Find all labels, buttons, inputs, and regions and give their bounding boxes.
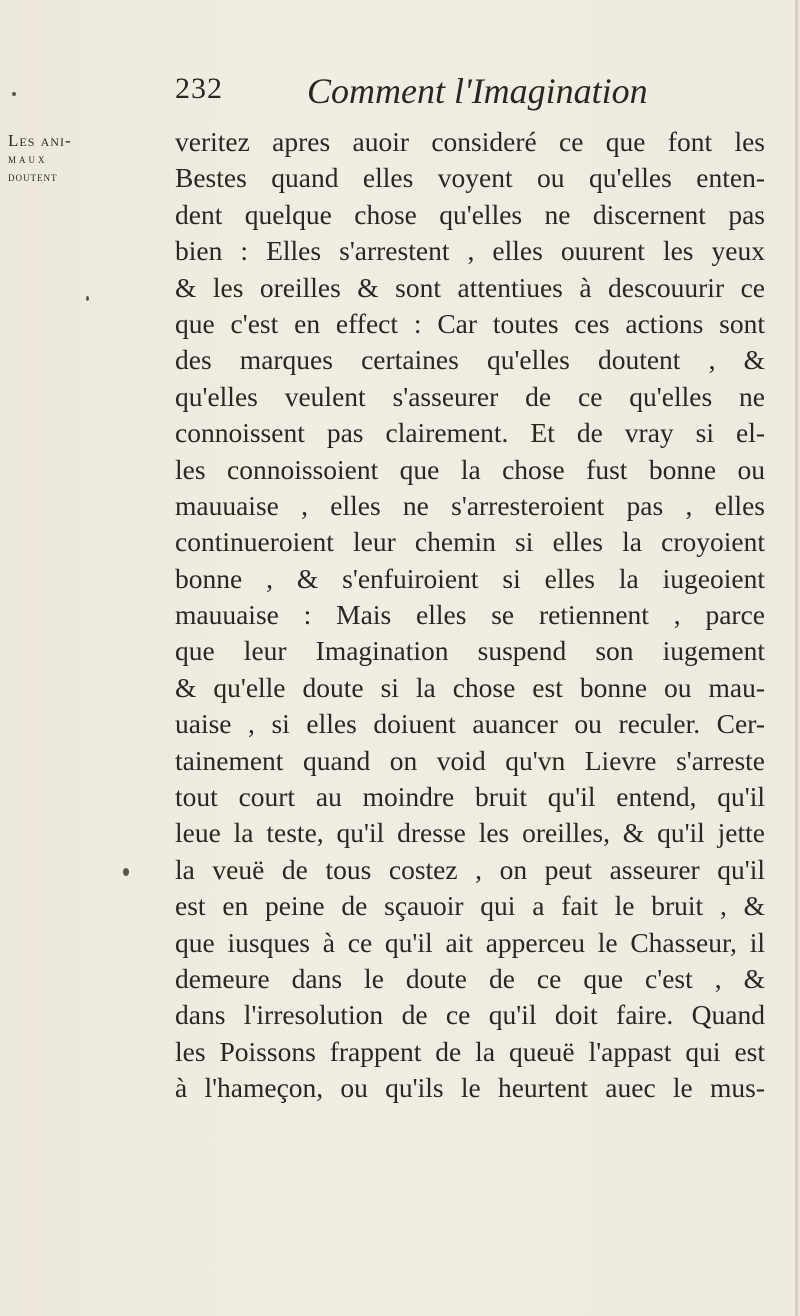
text-line: des marques certaines qu'elles doutent , & [175, 344, 765, 376]
text-line: Bestes quand elles voyent ou qu'elles enten- [175, 162, 765, 194]
text-line: à l'hameçon, ou qu'ils le heurtent auec le mus- [175, 1072, 765, 1104]
text-line: dent quelque chose qu'elles ne discernent pas [175, 198, 765, 230]
page-edge [795, 0, 798, 1316]
text-line: que iusques à ce qu'il ait apperceu le Chasseur, il [175, 926, 765, 958]
text-line: que leur Imagination suspend son iugement [175, 635, 765, 667]
ink-speck [86, 296, 89, 301]
text-line: tout court au moindre bruit qu'il entend, qu'il [175, 781, 765, 813]
text-line: les Poissons frappent de la queuë l'appast qui est [175, 1035, 765, 1067]
page-header [175, 72, 735, 116]
marginal-note-line: maux [8, 151, 48, 166]
page-number: 232 [175, 72, 223, 105]
text-line: les connoissoient que la chose fust bonne ou [175, 453, 765, 485]
running-head: Comment l'Imagination [307, 71, 648, 111]
text-line: qu'elles veulent s'asseurer de ce qu'elles ne [175, 380, 765, 412]
text-line: & qu'elle doute si la chose est bonne ou mau- [175, 671, 765, 703]
marginal-note-line: Les ani- [8, 131, 72, 150]
text-line: mauuaise : Mais elles se retiennent , parce [175, 599, 765, 631]
body-text [175, 124, 765, 1107]
text-line: uaise , si elles doiuent auancer ou reculer. Cer- [175, 708, 765, 740]
text-line: continueroient leur chemin si elles la croyoient [175, 526, 765, 558]
text-line: la veuë de tous costez , on peut asseurer qu'il [175, 853, 765, 885]
ink-speck [123, 868, 129, 876]
text-line: bien : Elles s'arrestent , elles ouurent les yeux [175, 235, 765, 267]
text-line: connoissent pas clairement. Et de vray si el- [175, 417, 765, 449]
text-line: leue la teste, qu'il dresse les oreilles, & qu'il jette [175, 817, 765, 849]
text-line: & les oreilles & sont attentiues à descouurir ce [175, 271, 765, 303]
text-line: tainement quand on void qu'vn Lievre s'arreste [175, 744, 765, 776]
text-line: demeure dans le doute de ce que c'est , & [175, 962, 765, 994]
text-line: que c'est en effect : Car toutes ces actions sont [175, 307, 765, 339]
marginal-note-line: doutent [8, 169, 58, 184]
text-line: mauuaise , elles ne s'arresteroient pas , elles [175, 489, 765, 521]
ink-speck [12, 92, 16, 96]
text-line: est en peine de sçauoir qui a fait le bruit , & [175, 890, 765, 922]
text-line: bonne , & s'enfuiroient si elles la iugeoient [175, 562, 765, 594]
text-line: veritez apres auoir consideré ce que font les [175, 126, 765, 157]
text-line: dans l'irresolution de ce qu'il doit faire. Quand [175, 999, 765, 1031]
marginal-note [8, 132, 178, 186]
